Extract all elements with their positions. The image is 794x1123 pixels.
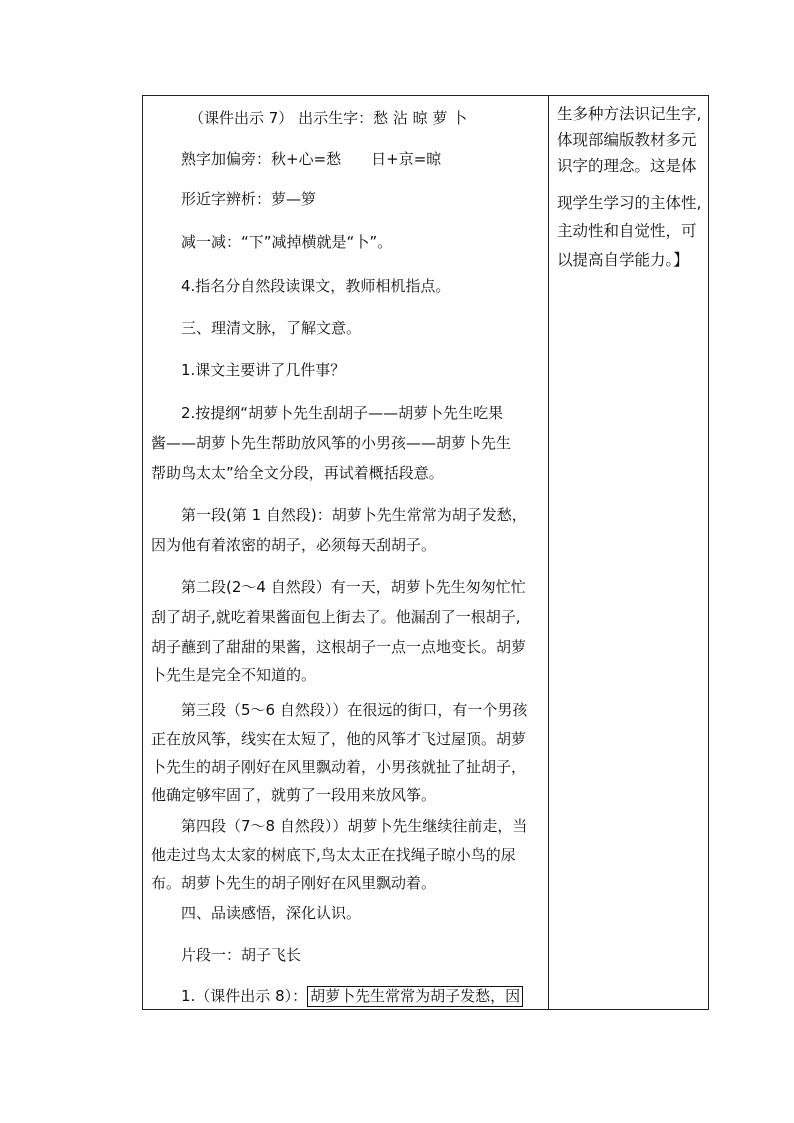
section-heading: 四、品读感悟，深化认识。 (181, 904, 362, 922)
text-line: 第四段（7～8 自然段））胡萝卜先生继续往前走，当 (181, 817, 528, 835)
text-line: 2.按提纲“胡萝卜先生刮胡子——胡萝卜先生吃果 (181, 404, 504, 422)
text-line: 正在放风筝，线实在太短了，他的风筝才飞过屋顶。胡萝 (151, 730, 527, 748)
text-line: （课件出示 7） 出示生字：愁 沾 晾 萝 卜 (189, 109, 468, 127)
text-line: 因为他有着浓密的胡子，必须每天刮胡子。 (151, 536, 437, 554)
text-line: 第三段（5～6 自然段））在很远的街口，有一个男孩 (181, 701, 528, 719)
subsection-heading: 片段一：胡子飞长 (181, 946, 302, 964)
design-intent-column (549, 96, 709, 1009)
section-heading: 三、理清文脉，了解文意。 (181, 319, 362, 337)
text-line: 第一段(第 1 自然段)：胡萝卜先生常常为胡子发愁， (181, 506, 527, 524)
text-line: 帮助鸟太太”给全文分段，再试着概括段意。 (151, 464, 444, 482)
text-line: 4.指名分自然段读课文，教师相机指点。 (181, 277, 451, 295)
side-text-line: 现学生学习的主体性, (557, 194, 702, 212)
side-text-line: 生多种方法识记生字, (557, 105, 702, 123)
text-line: 熟字加偏旁：秋+心=愁 日+京=晾 (181, 150, 442, 168)
boxed-quote: 胡萝卜先生常常为胡子发愁，因 (307, 986, 523, 1007)
text-line: 形近字辨析：萝—箩 (181, 190, 317, 208)
text-line: 刮了胡子,就吃着果酱面包上街去了。他漏刮了一根胡子, (151, 608, 521, 626)
text-line: 减一减：“下”减掉横就是“卜”。 (181, 233, 393, 251)
side-text-line: 识字的理念。这是体 (557, 157, 697, 175)
side-text-line: 体现部编版教材多元 (557, 131, 697, 149)
text-line: 卜先生的胡子刚好在风里飘动着，小男孩就扯了扯胡子， (151, 758, 527, 776)
text-line: 他走过鸟太太家的树底下,鸟太太正在找绳子晾小鸟的尿 (151, 846, 516, 864)
text-line: 第二段(2～4 自然段）有一天，胡萝卜先生匆匆忙忙 (181, 578, 526, 596)
text-line: 胡子蘸到了甜甜的果酱，这根胡子一点一点地变长。胡萝 (151, 638, 527, 656)
side-text-line: 以提高自学能力。】 (557, 251, 689, 269)
question-line: 1.课文主要讲了几件事？ (181, 361, 346, 379)
teaching-process-column (143, 96, 548, 1009)
text-line: 他确定够牢固了，就剪了一段用来放风筝。 (151, 786, 437, 804)
text-line: 酱——胡萝卜先生帮助放风筝的小男孩——胡萝卜先生 (151, 434, 512, 452)
lesson-table (142, 95, 709, 1010)
exercise-label: 1.（课件出示 8）： (181, 987, 308, 1005)
text-line (181, 985, 523, 1007)
text-line: 卜先生是完全不知道的。 (151, 666, 317, 684)
side-text-line: 主动性和自觉性，可 (557, 222, 697, 240)
text-line: 布。胡萝卜先生的胡子刚好在风里飘动着。 (151, 874, 437, 892)
